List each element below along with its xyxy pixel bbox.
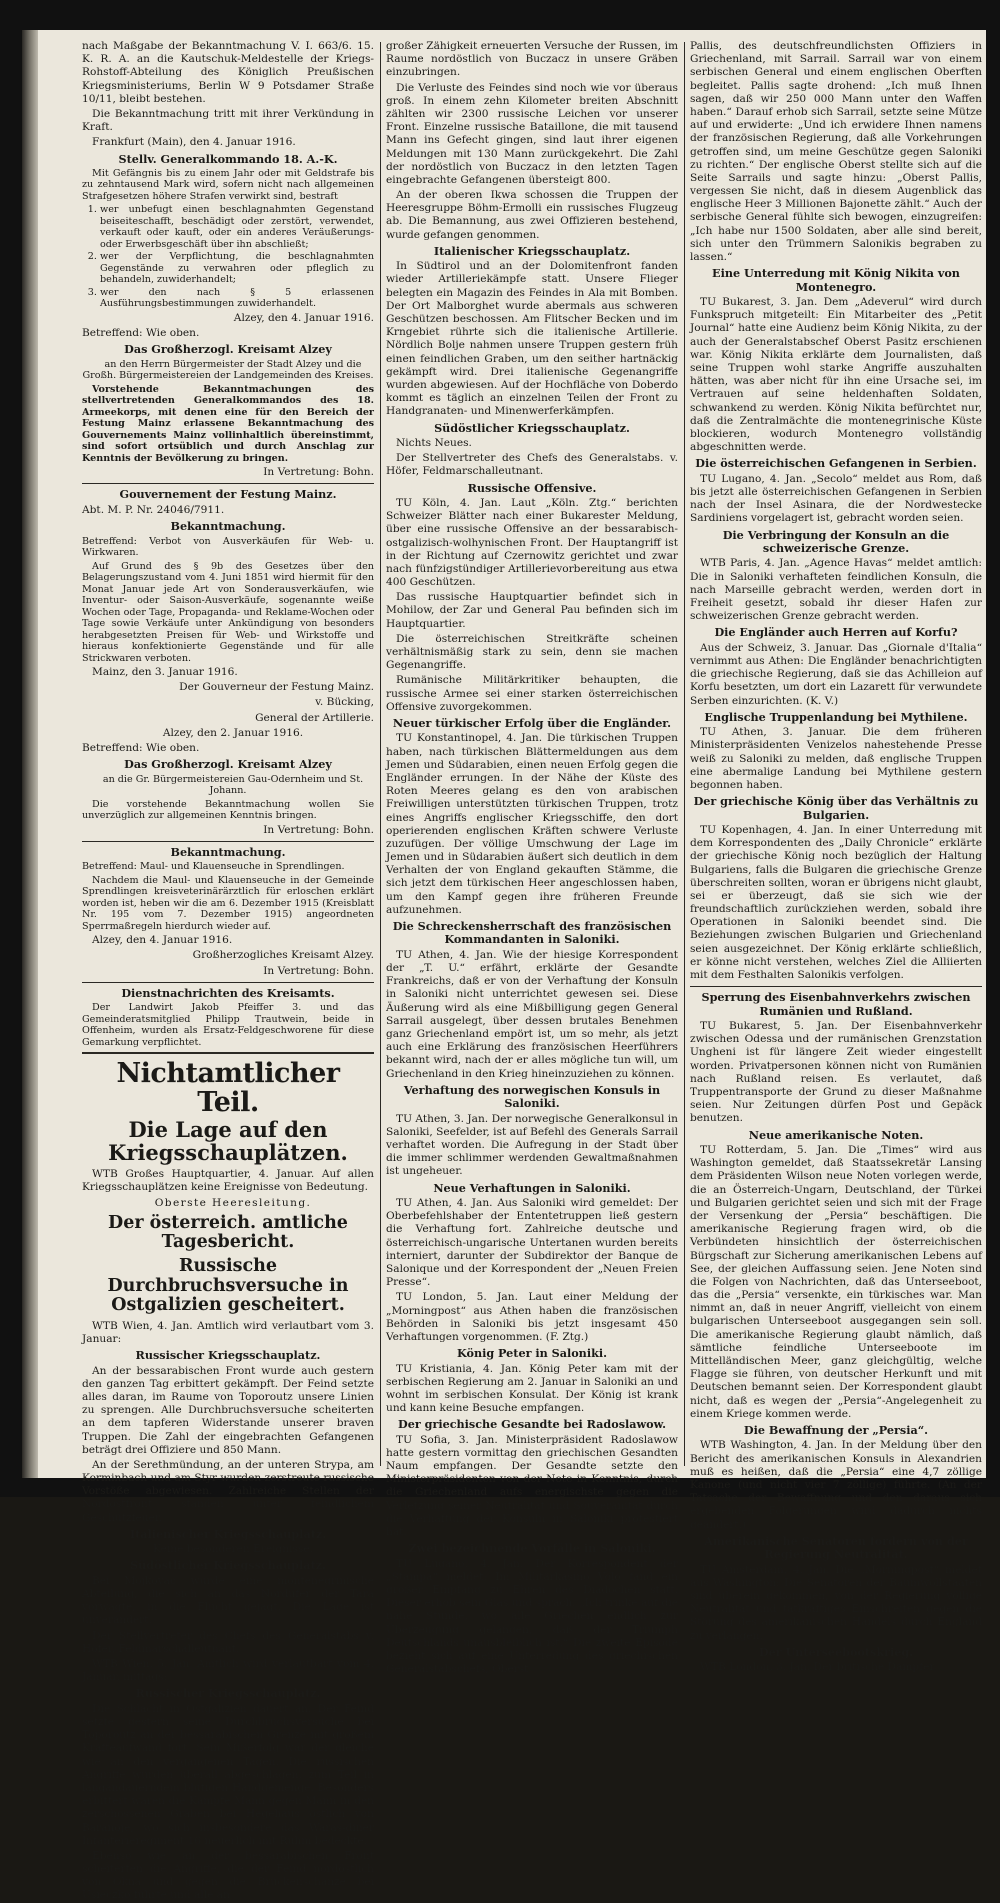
dateline: Alzey, den 2. Januar 1916. bbox=[162, 726, 304, 739]
subheading: Amerikanische Senatoren fordern von der Regierung Neutralität. bbox=[704, 1533, 968, 1562]
subheading: Südöstlicher Kriegsschauplatz. bbox=[434, 420, 630, 435]
column-2 bbox=[386, 40, 678, 1676]
section-heading: Dienstnachrichten des Kreisamts. bbox=[121, 985, 335, 1000]
paragraph: An der bessarabischen Front wurde auch gestern den ganzen Tag erbittert gekämpft. Der Feind setzte alles daran, im Raume von Toporoutz unsere Linien zu sprengen. Alle Durchbruchsversuche scheiterten an dem tapferen Widerstande unserer braven Truppen. Die Zahl der eingebrachten Gefangenen beträgt drei Offiziere und 850 Mann. bbox=[82, 1364, 374, 1456]
addressee: an die Gr. Bürgermeistereien Gau-Odernheim und St. Johann. bbox=[102, 773, 364, 797]
paragraph: Der Landwirt Jakob Pfeiffer 3. und das Gemeinderatsmitglied Philipp Trautwein, beide in Offenheim, wurden als Ersatz-Feldgeschworene für diese Gemarkung verpflichtet. bbox=[82, 1002, 374, 1048]
list-item: 1. wer unbefugt einen beschlagnahmten Gegenstand beiseiteschafft, beschädigt oder zerstört, verwendet, verkauft oder kauft, oder ein anderes Veräußerungs- oder Erwerbsgeschäft über ihn abschließt; bbox=[100, 204, 374, 250]
subheading: Neue amerikanische Noten. bbox=[748, 1127, 924, 1142]
subheading: Die Engländer auch Herren auf Korfu? bbox=[714, 625, 958, 640]
paragraph: Pallis, des deutschfreundlichsten Offiziers in Griechenland, mit Sarrail. Sarrail war von einem serbischen General und einem englischen Oberften begleitet. Pallis sagte drohend: „Ich muß Ihnen sagen, daß wir 250 000 Mann unter den Waffen haben.“ Darauf erhob sich Sarrail, setzte seine Mütze auf und erwiderte: „Und ich erwidere Ihnen namens der französischen Regierung, daß alle Vorkehrungen getroffen sind, um meine Geschütze gegen Saloniki zu richten.“ Der englische Oberst stellte sich auf die Seite Sarrails und sagte hinzu: „Oberst Pallis, vergessen Sie nicht, daß in diesem Augenblick das englische Heer 3 Millionen Bajonette zählt.“ Auch der serbische General fühlte sich bewogen, einzugreifen: „Ich habe nur 1500 Soldaten, aber alle sind bereit, sich unter den Trümmern Salonikis begraben zu lassen.“ bbox=[690, 40, 982, 263]
paragraph: Der Stellvertreter des Chefs des Generalstabs v. Höfer, Feldmarschalleutnant. bbox=[82, 1629, 374, 1655]
paragraph: TU Kopenhagen, 4. Jan. In einer Unterredung mit dem Korrespondenten des „Daily Chronicle“ erklärte der griechische König noch bezüglich der Haltung Bulgariens, falls die Bulgaren die griechische Grenze überschreiten sollten, woran er übrigens nicht glaubt, sei er überzeugt, daß sie sich wie der freundschaftlich zurückziehen werden, sobald ihre Operationen in Saloniki beendet sind. Die Beziehungen zwischen Bulgarien und Griechenland seien ausgezeichnet. Der König erklärte schließlich, er könne nicht verstehen, welches Ziel die Alliierten mit dem Festhalten Salonikis verfolgen. bbox=[690, 823, 983, 981]
dateline: Frankfurt (Main), den 4. Januar 1916. bbox=[92, 136, 296, 149]
paragraph: TU Kristiania, 4. Jan. König Peter kam mit der serbischen Regierung am 2. Januar in Saloniki an und wohnt im serbischen Konsulat. Der König ist krank und kann keine Besuche empfangen. bbox=[386, 1362, 678, 1415]
paragraph: Die vorstehende Bekanntmachung wollen Sie unverzüglich zur allgemeinen Kenntnis bringen. bbox=[82, 798, 374, 822]
column-rule bbox=[684, 42, 685, 1466]
signature: In Vertretung: Bohn. bbox=[263, 823, 374, 836]
notice-heading: Bekanntmachung. bbox=[170, 844, 286, 859]
subheading: Die österreichischen Gefangenen in Serbien. bbox=[695, 456, 977, 471]
subheading: Der Unterseebootskrieg. bbox=[758, 1644, 914, 1659]
signature: v. Bücking, bbox=[315, 696, 374, 709]
section-title: Nichtamtlicher Teil. bbox=[116, 1058, 340, 1118]
notice-heading: Bekanntmachung. bbox=[170, 519, 286, 534]
subheading: Neue Verhaftungen in Saloniki. bbox=[433, 1180, 631, 1195]
authority-heading: Das Großherzogl. Kreisamt Alzey bbox=[124, 757, 332, 772]
paragraph: WTB Großes Hauptquartier, 4. Januar. Auf allen Kriegsschauplätzen keine Ereignisse von Bedeutung. bbox=[82, 1168, 374, 1194]
paragraph: An der Serethmündung, an der unteren Strypa, am Korminbach und am Styr wurden zerstreute russische Vorstöße abgewiesen. Zahlreiche Stellen der Nordostfront standen unter feindlichem Geschützfeuer. bbox=[82, 1458, 374, 1524]
headline: Der österreich. amtliche Tagesbericht. bbox=[108, 1212, 348, 1253]
paragraph: TU Bukarest, 3. Jan. Dem „Adeverul“ wird durch Funkspruch mitgeteilt: Ein Mitarbeiter des „Petit Journal“ hatte eine Audienz beim König Nikita, zu der auch der Generalstabschef Oberst Pasitz erschienen war. König Nikita erklärte dem Journalisten, daß seine Truppen wohl starke Angriffe auszuhalten hätten, was aber nicht für ihn eine Ursache sei, im Vertrauen auf seine heldenhaften Soldaten, schwankend zu werden. König Nikita befürchtet nur, daß die Zentralmächte die montenegrinische Küste blockieren, wodurch Montenegro vollständig abgeschnitten werde. bbox=[690, 296, 982, 454]
signature: In Vertretung: Bohn. bbox=[263, 964, 374, 977]
paragraph: Die Verluste des Feindes sind noch wie vor überaus groß. In einem zehn Kilometer breiten Abschnitt zählten wir 2300 russische Leichen vor unserer Front. Einzelne russische Bataillone, die mit tausend Mann ins Gefecht gingen, sind laut ihrer eigenen Meldungen mit 130 Mann zurückgekehrt. Die Zahl der nordöstlich von Buczacz in den letzten Tagen eingebrachte Gefangenen übersteigt 800. bbox=[386, 81, 678, 186]
paragraph: TU Amsterdam, 4. Jan. Die „Morningpost“ meldet aus Washington: Die Senatoren der Baumwollstaaten sind überein gekommen, von der Regierung völlige Neutralität und tatkräftiges Einschreiten gegen die Störung des amerikanischen Handels durch England zu verlangen. bbox=[690, 1563, 982, 1642]
paragraph: Nachdem die Maul- und Klauenseuche in der Gemeinde Sprendlingen kreisveterinärärztlich für erloschen erklärt worden ist, heben wir die am 6. Dezember 1915 (Kreisblatt Nr. 195 vom 7. Dezember 1915) angeordneten Sperrmaßregeln hierdurch wieder auf. bbox=[82, 874, 374, 932]
paragraph: TU Bukarest, 5. Jan. Der Eisenbahnverkehr zwischen Odessa und der rumänischen Grenzstation Ungheni ist für längere Zeit wieder eingestellt worden. Privatpersonen können nicht von Rumänien nach Rußland reisen. Es verlautet, daß Truppentransporte der Grund zu dieser Maßnahme seien. Nur Zeitungen dürfen Post und Gepäck benutzen. bbox=[690, 1020, 982, 1125]
subheading: Neuer türkischer Erfolg über die Engländer. bbox=[392, 715, 672, 730]
paragraph: TU Konstantinopel, 4. Jan. Die türkischen Truppen haben, nach türkischen Blättermeldungen aus dem Jemen und Südarabien, einen neuen Erfolg gegen die Engländer errungen. In der Nähe der Küste des Roten Meeres gelang es den von arabischen Freiwilligen unterstützten türkischen Truppen, trotz eines Angriffs englischer Kriegsschiffe, den dort operierenden englischen Kräften schwere Verluste zuzufügen. Der völlige Umschwung der Lage im Jemen und in Südarabien äußert sich deutlich in dem Verhalten der von England gekauften Stämme, die sich jetzt dem türkischen Heer angeschlossen haben, um den Kampf gegen ihre früheren Freunde aufzunehmen. bbox=[386, 732, 678, 916]
paragraph: Die österreichischen Streitkräfte scheinen verhältnismäßig stark zu sein, denn sie machen Gegenangriffe. bbox=[386, 632, 678, 672]
paragraph: TU London, 5. Jan. Laut einer Meldung der „Morningpost“ aus Athen haben die französischen Behörden in Saloniki bis jetzt insgesamt 450 Verhaftungen vorgenommen. (F. Ztg.) bbox=[386, 1291, 678, 1343]
subject-line: Betreffend: Verbot von Ausverkäufen für Web- u. Wirkwaren. bbox=[82, 535, 374, 558]
paragraph: TU Athen, 4. Jan. Aus Saloniki wird gemeldet: Der Oberbefehlshaber der Ententetruppen ließ gestern die Verhaftung fort. Zahlreiche deutsche und österreichisch-ungarische Untertanen wurden bereits interniert, darunter der Subdirektor der Banque de Salonique und der Korrespondent der „Neuen Freien Presse“. bbox=[386, 1197, 678, 1289]
subheading: Englische Truppenlandung bei Mythilene. bbox=[704, 709, 968, 724]
paragraph: Mit Gefängnis bis zu einem Jahr oder mit Geldstrafe bis zu zehntausend Mark wird, sofern nicht nach allgemeinen Strafgesetzen höhere Strafen verwirkt sind, bestraft bbox=[82, 167, 374, 202]
dateline: Alzey, den 4. Januar 1916. bbox=[92, 934, 233, 947]
authority-heading: Das Großherzogl. Kreisamt Alzey bbox=[124, 342, 332, 357]
subheading: Die Schreckensherrschaft des französischen Kommandanten in Saloniki. bbox=[392, 919, 672, 947]
subheading: Russischer Kriegsschauplatz. bbox=[135, 1686, 321, 1701]
paragraph: WTB Washington, 4. Jan. In der Meldung über den Bericht des amerikanischen Konsuls in Alexandrien muß es heißen, daß die „Persia“ eine 4,7 zöllige Kanone (und nicht vier 7 zöllige) führte. (An der Tatsache der Bewaffnung und den daraus sich ergebenden Folgerungen wird dadurch nichts geändert.) bbox=[690, 1439, 982, 1531]
paragraph: Nichts Neues. bbox=[396, 436, 472, 449]
paragraph: Auf Grund des § 9b des Gesetzes über den Belagerungszustand vom 4. Juni 1851 wird hiermit für den Monat Januar jede Art von Sonderausverkäufen, wie Inventur- oder Saison-Ausverkäufe, sogenannte weiße Wochen oder Tage, Propaganda- und Reklame-Wochen oder Tage sowie Verkäufe unter Ankündigung von besonders herabgesetzten Preisen für Web- und Wirkstoffe und hieraus konfektionierte Gegenstände und für alle Strickwaren verboten. bbox=[82, 560, 374, 664]
addressee: an den Herrn Bürgermeister der Stadt Alzey und die Großh. Bürgermeistereien der Landgemeinden des Kreises. bbox=[82, 358, 374, 382]
subheading: Russischer Kriegsschauplatz. bbox=[135, 1348, 321, 1363]
paragraph: WTB Wien, 4. Jan. Amtlich wird verlautbart vom 3. Januar: bbox=[82, 1319, 374, 1345]
subheading: Italienischer Kriegsschauplatz. bbox=[433, 243, 631, 258]
paragraph: Keine besonderen Ereignisse. bbox=[153, 1543, 313, 1556]
paragraph: großer Zähigkeit erneuerten Versuche der Russen, im Raume nordöstlich von Buczacz in unsere Gräben einzubringen. bbox=[386, 40, 678, 79]
paragraph: TU Rotterdam, 5. Jan. Die „Times“ wird aus Washington gemeldet, daß Staatssekretär Lansing dem Präsidenten Wilson neue Noten vorlegen werde, die an Österreich-Ungarn, Deutschland, der Türkei und Bulgarien gerichtet seien und sich mit der Frage der Versenkung der „Persia“ beschäftigen. Die amerikanische Regierung fragen wird, ob die Verbündeten hinsichtlich der österreichischen Bürgschaft zur Sicherung amerikanischen Lebens auf See, der gleichen Auffassung seien. Jene Noten sind die Folgen von Nachrichten, daß das Unterseeboot, das die „Persia“ versenkte, ein türkisches war. Man nimmt an, daß in neuer Angriff, vielleicht von einem bulgarischen Unterseeboot ausgegangen sein soll. Die amerikanische Regierung glaubt nämlich, daß sämtliche feindliche Unterseeboote im Mittelländischen Meer, ganz gleichgültig, welche Flagge sie führen, von deutscher Herkunft und mit Deutschen bemannt seien. Der Korrespondent glaubt nicht, daß es wegen der „Persia“-Angelegenheit zu einem Kriege kommen werde. bbox=[690, 1144, 982, 1420]
paragraph: TU Sofia, 3. Jan. Ministerpräsident Radoslawow hatte gestern vormittag den griechischen Gesandten Naum empfangen. Der Gesandte setzte den Ministerpräsidenten von der Note in Kenntnis, durch die Griechenland aufs energischste gegen die Verletzung seiner Neutralität und Souveränität durch die Verhaftung der Konsuln in Saloniki protestiert hat. bbox=[386, 1433, 678, 1538]
subject-line: Betreffend: Wie oben. bbox=[82, 741, 200, 754]
subheading: König Peter in Saloniki. bbox=[457, 1346, 607, 1361]
divider bbox=[82, 1052, 374, 1054]
divider bbox=[690, 986, 982, 987]
dateline: Mainz, den 3. Januar 1916. bbox=[92, 666, 238, 678]
subheading: Die Bewaffnung der „Persia“. bbox=[743, 1422, 929, 1437]
paragraph: WTB Paris, 4. Jan. „Agence Havas“ meldet amtlich: Die in Saloniki verhafteten feindlichen Konsuln, die nach Marseille gebracht werden, werden dort in Freiheit gesetzt, sobald ihr dieser Hafen zur schweizerischen Grenze gebracht werden. bbox=[690, 557, 982, 623]
paragraph: WTB Wien, 5. Jan. Amtlich wird verlautbart vom 4. Januar, mittags: bbox=[82, 1658, 374, 1684]
paragraph: Aus der Schweiz, 3. Januar. Das „Giornale d'Italia“ vernimmt aus Athen: Die Engländer benachrichtigten die griechische Regierung, daß sie das Achilleion auf Korfu besetzten, um dort ein Lazarett für verwundete Serben einzurichten. (K. V.) bbox=[690, 641, 982, 707]
paragraph: TU Athen, 4. Jan. Wie der hiesige Korrespondent der „T. U.“ erfährt, erklärte der Gesandte Frankreichs, daß er von der Verhaftung der Konsuln in Saloniki nicht unterrichtet gewesen sei. Diese Äußerung wird als eine Mißbilligung gegen General Sarrail ausgelegt, über dessen brutales Benehmen ganz Griechenland empört ist, um so mehr, als jetzt auch eine Erklärung des französischen Heerführers bekannt wird, nach der er alles mögliche tun will, um Griechenland in den Krieg hineinzuziehen zu können. bbox=[386, 948, 678, 1080]
dateline: Alzey, den 4. Januar 1916. bbox=[233, 311, 374, 324]
subheading: Sperrung des Eisenbahnverkehrs zwischen Rumänien und Rußland. bbox=[701, 990, 971, 1018]
subheading: Russische Offensive. bbox=[467, 480, 597, 495]
paragraph: Der Stellvertreter des Chefs des Generalstabs. v. Höfer, Feldmarschalleutnant. bbox=[386, 452, 678, 478]
paragraph: In Südtirol und an der Dolomitenfront fanden wieder Artilleriekämpfe statt. Unsere Flieger belegten ein Magazin des Feindes in Ala mit Bomben. Der Ort Malborghet wurde abermals aus schweren Geschützen beschossen. Am Flitscher Becken und im Krngebiet rührte sich die italienische Artillerie. Nördlich Bolje nahmen unsere Truppen gestern früh einen feindlichen Graben, um den seither hartnäckig gekämpft wird. Drei italienische Gegenangriffe wurden abgewiesen. Auf der Hochfläche von Doberdo kommt es täglich an einzelnen Teilen der Front zu Handgranaten- und Minenwerferkämpfen. bbox=[386, 260, 678, 418]
column-3 bbox=[690, 40, 983, 1674]
authority-heading: Gouvernement der Festung Mainz. bbox=[119, 487, 337, 502]
paragraph: TU Lugano, 4. Jan. Der Korrespondent der „Stampa“ meldet: Im Militärkasino Volo fand ein großer Empfang zu Ehren des Diadochen statt. Dieser erhob sein Glas und sprach: „Ich trinke auf die nahe Stunde, wo alle Griechen endlich zur Überzeugung gelangen, daß der Triumph Deutschlands unausbleiblich ist.“ Die zweite Episode bezieht sich auf eine Unterredung des griechischen Generalstabschefs, Oberst bbox=[386, 1557, 678, 1676]
headline: Russische Durchbruchsversuche in Ostgalizien gescheitert. bbox=[107, 1255, 349, 1316]
column-rule bbox=[380, 42, 381, 1466]
subheading: Verhaftung des norwegischen Konsuls in Saloniki. bbox=[403, 1082, 661, 1111]
subheading: Zwei bezeichnende Vorfälle in Saloniki. bbox=[408, 1541, 656, 1556]
list-item: 3. wer den nach § 5 erlassenen Ausführungsbestimmungen zuwiderhandelt. bbox=[100, 287, 374, 310]
paragraph: Vorstehende Bekanntmachungen des stellvertretenden Generalkommandos des 18. Armeekorps, mit denen eine für den Bereich der Festung Mainz erlassene Bekanntmachung des Gouvernements Mainz vollinhaltlich übereinstimmt, sind sofort ortsüblich und durch Anschlag zur Kenntnis der Bevölkerung zu bringen. bbox=[82, 383, 374, 464]
paragraph: TU Köln, 4. Jan. Laut „Köln. Ztg.“ berichten Schweizer Blätter nach einer Bukarester Meldung, über eine russische Offensive an der bessarabisch-ostgalizisch-wolhynischen Front. Der Hauptangriff ist in der Richtung auf Czernowitz gerichtet und zwar nach fünfzigstündiger Artillerievorbereitung aus etwa 400 Geschützen. bbox=[386, 496, 678, 589]
subject-line: Betreffend: Maul- und Klauenseuche in Sprendlingen. bbox=[82, 861, 345, 873]
subheading: Die Verbringung der Konsuln an die schweizerische Grenze. bbox=[722, 527, 950, 555]
signature: Oberste Heeresleitung. bbox=[154, 1196, 312, 1209]
signature: General der Artillerie. bbox=[255, 711, 374, 724]
subheading: Der griechische Gesandte bei Radoslawow. bbox=[398, 1417, 666, 1432]
paragraph: Die Bekanntmachung tritt mit ihrer Verkündung in Kraft. bbox=[82, 107, 374, 134]
subheading: Der griechische König über das Verhältnis zu Bulgarien. bbox=[693, 794, 979, 822]
paragraph: Ebenso wie an der bessarabischen Front scheiterten die Angriffe, die der Feind nordöstlich von Okna und gegen die Brückenschanze bei Usieczko führte und alle an bbox=[82, 1849, 374, 1902]
paragraph: Die Schlacht in Ostgalizien dauert an. Der Feind setzte gestern seine Durchbruchsversuche bei Toporoutz an der bessarabischen Grenze mit großem Kräfteaufwand fort. Sein Mißerfolg war der gleiche wie an den vergangenen Tagen. Die russischen Angriffe wurden überall abgeschlagen, zum Teil in langandauerndem blutigen Handgemenge. Besonders erbittert waren die Kämpfe Mann gegen Mann in den zerschossenen Gräben bei Hegehaus östlich von Baranoje, wo sich insbesondere das Waras-diner Infanterieregiment 16 neuerlich mit Ruhm bedeckte. bbox=[82, 1702, 374, 1847]
subheading: Südöstlicher Kriegsschauplatz. bbox=[130, 1558, 326, 1573]
paragraph: TU Athen, 3. Jan. Der norwegische Generalkonsul in Saloniki, Seefelder, ist auf Befehl des Generals Sarrail verhaftet worden. Die Aufregung in der Stadt über die immer schlimmer werdenden Gewaltmaßnahmen ist ungeheuer. bbox=[386, 1112, 678, 1178]
signature: Stellv. Generalkommando 18. A.-K. bbox=[118, 151, 338, 166]
paragraph: Rumänische Militärkritiker behaupten, die russische Armee sei einer starken österreichischen Offensive zuvorgekommen. bbox=[386, 674, 678, 713]
paragraph: Bei Mojkovac wurde eine montenegrinische Abteilung, die sich an das Nordufer der Tara vorwagte, in die Flucht gejagt. Die Lage ist unverändert. bbox=[82, 1574, 374, 1627]
paragraph: nach Maßgabe der Bekanntmachung V. I. 663/6. 15. K. R. A. an die Kautschuk-Meldestelle der Kriegs-Rohstoff-Abteilung des Königlich Preußischen Kriegsministeriums, Berlin W 9 Potsdamer Straße 10/11, bleibt bestehen. bbox=[82, 40, 374, 105]
paragraph: Das russische Hauptquartier befindet sich in Mohilow, der Zar und General Pau befinden sich im Hauptquartier. bbox=[386, 591, 678, 630]
paragraph: TU Lugano, 4. Jan. „Secolo“ meldet aus Rom, daß bis jetzt alle österreichischen Gefangenen in Serbien nach der Insel Asinara, die der Nordwestecke Sardiniens vorgelagert ist, gebracht worden seien. bbox=[690, 472, 982, 525]
headline: Die Lage auf den Kriegsschauplätzen. bbox=[108, 1116, 348, 1165]
signature: In Vertretung: Bohn. bbox=[263, 466, 374, 479]
divider bbox=[82, 483, 374, 484]
penalty-list bbox=[100, 204, 374, 310]
list-item: 2. wer der Verpflichtung, die beschlagnahmten Gegenstände zu verwahren oder pfleglich zu behandeln, zuwiderhandelt; bbox=[100, 251, 374, 286]
subheading: Italienischer Kriegsschauplatz. bbox=[129, 1526, 327, 1541]
divider bbox=[82, 982, 374, 983]
column-1 bbox=[82, 40, 374, 1902]
paragraph: An der oberen Ikwa schossen die Truppen der Heeresgruppe Böhm-Ermolli ein russisches Flugzeug ab. Die Bemannung, aus zwei Offizieren bestehend, wurde gefangen genommen. bbox=[386, 189, 678, 241]
subheading: Eine Unterredung mit König Nikita von Montenegro. bbox=[712, 266, 960, 294]
paragraph: TU Athen, 3. Januar. Die dem früheren Ministerpräsidenten Venizelos nahestehende Presse weiß zu Saloniki zu melden, daß englische Truppen eine abermalige Landung bei Mythilene gestern begonnen haben. bbox=[690, 726, 982, 791]
divider bbox=[82, 841, 374, 842]
subject-line: Betreffend: Wie oben. bbox=[82, 327, 200, 340]
paragraph: WTB London, 3. Jan. Der britische Dampfer bbox=[700, 1661, 935, 1674]
signature: Der Gouverneur der Festung Mainz. bbox=[179, 681, 374, 694]
signature: Großherzogliches Kreisamt Alzey. bbox=[192, 949, 374, 962]
newspaper-page bbox=[38, 30, 986, 1902]
reference-number: Abt. M. P. Nr. 24046/7911. bbox=[82, 503, 225, 516]
